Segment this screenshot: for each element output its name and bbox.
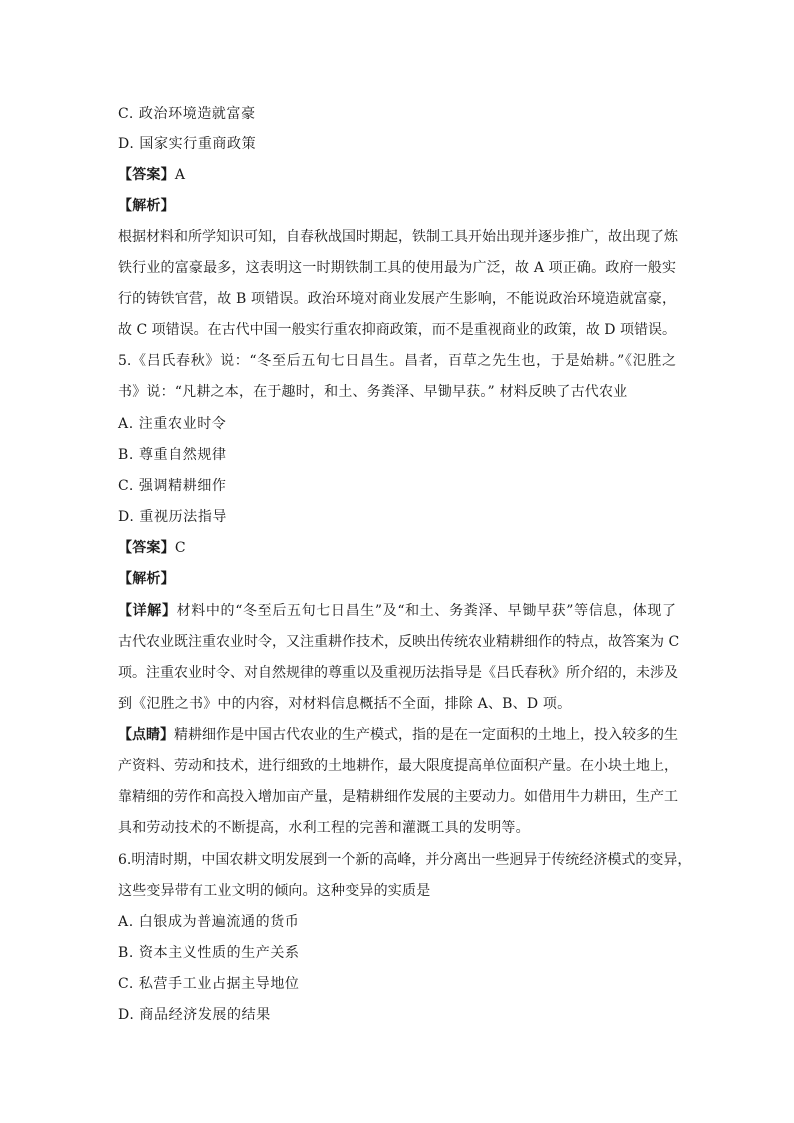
q4-analysis-line-3: 行的铸铁官营，故 B 项错误。政治环境对商业发展产生影响，不能说政治环境造就富豪，: [118, 291, 676, 307]
q5-point-line-4: 具和劳动技术的不断提高，水利工程的完善和灌溉工具的发明等。: [118, 820, 530, 836]
q5-analysis-label: 【解析】: [118, 571, 175, 587]
q5-detail-line-1-text: 材料中的“冬至后五旬七日昌生”及“和土、务粪泽、早锄早获”等信息，体现了: [176, 603, 676, 619]
q5-point-line-1: [118, 724, 676, 746]
q5-answer: [118, 537, 186, 559]
q5-detail-line-2: 古代农业既注重农业时令，又注重耕作技术，反映出传统农业精耕细作的特点，故答案为 C: [118, 634, 680, 650]
q4-answer-label: 【答案】: [118, 167, 175, 183]
q6-stem-line-1: 6.明清时期，中国农耕文明发展到一个新的高峰，并分离出一些迥异于传统经济模式的变异，: [118, 852, 692, 868]
q4-option-d: D. 国家实行重商政策: [118, 136, 257, 152]
q6-option-a: A. 白银成为普遍流通的货币: [118, 914, 300, 930]
q4-analysis-line-2: 铁行业的富豪最多，这表明这一时期铁制工具的使用最为广泛，故 A 项正确。政府一般实: [118, 260, 676, 276]
q4-answer: [118, 164, 185, 186]
q5-detail-line-4: 到《氾胜之书》中的内容，对材料信息概括不全面，排除 A、B、D 项。: [118, 696, 572, 712]
q5-point-line-3: 靠精细的劳作和高投入增加亩产量，是精耕细作发展的主要动力。如借用牛力耕田，生产工: [118, 789, 678, 805]
q5-detail-line-1: [118, 600, 676, 622]
q5-option-c: C. 强调精耕细作: [118, 478, 227, 494]
q6-option-d: D. 商品经济发展的结果: [118, 1007, 271, 1023]
q4-option-c: C. 政治环境造就富豪: [118, 106, 256, 122]
q5-stem-line-1: 5.《吕氏春秋》说：“冬至后五旬七日昌生。昌者，百草之先生也，于是始耕。”《氾胜之: [118, 353, 676, 369]
q4-analysis-line-4: 故 C 项错误。在古代中国一般实行重农抑商政策，而不是重视商业的政策，故 D 项错误。: [118, 322, 676, 338]
q5-point-line-2: 产资料、劳动和技术，进行细致的土地耕作，最大限度提高单位面积产量。在小块土地上，: [118, 758, 678, 774]
q5-detail-line-3: 项。注重农业时令、对自然规律的尊重以及重视历法指导是《吕氏春秋》所介绍的，未涉及: [118, 665, 678, 681]
q6-option-c: C. 私营手工业占据主导地位: [118, 976, 300, 992]
q6-option-b: B. 资本主义性质的生产关系: [118, 945, 300, 961]
q4-analysis-line-1: 根据材料和所学知识可知，自春秋战国时期起，铁制工具开始出现并逐步推广，故出现了炼: [118, 229, 678, 245]
q5-option-a: A. 注重农业时令: [118, 416, 227, 432]
q5-stem-line-2: 书》说：“凡耕之本，在于趣时，和土、务粪泽、早锄早获。” 材料反映了古代农业: [118, 384, 628, 400]
q4-answer-value: A: [174, 167, 186, 183]
q5-option-d: D. 重视历法指导: [118, 509, 228, 525]
q5-detail-label: 【详解】: [118, 603, 177, 619]
q5-point-line-1-text: 精耕细作是中国古代农业的生产模式，指的是在一定面积的土地上，投入较多的生: [174, 727, 678, 743]
q5-option-b: B. 尊重自然规律: [118, 447, 227, 463]
q5-answer-value: C: [174, 540, 186, 556]
q5-point-label: 【点睛】: [118, 727, 174, 743]
q6-stem-line-2: 这些变异带有工业文明的倾向。这种变异的实质是: [118, 883, 431, 899]
q4-analysis-label: 【解析】: [118, 198, 175, 214]
q5-answer-label: 【答案】: [118, 540, 175, 556]
